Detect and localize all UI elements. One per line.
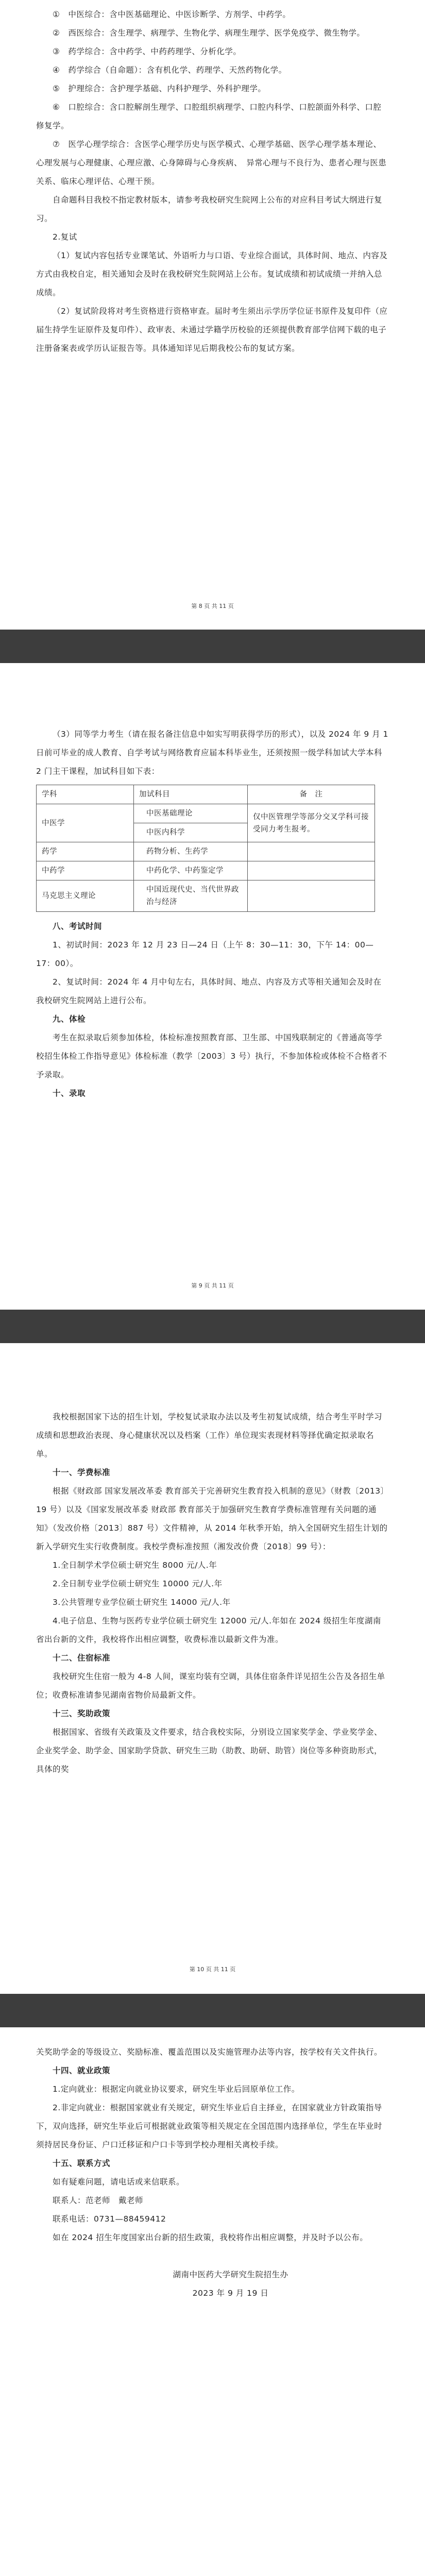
page-8 bbox=[0, 0, 425, 630]
list-item: ⑦ 医学心理学综合：含医学心理学历史与医学模式、心理学基础、医学心理学基本理论、心理发展与心理健康、心理应激、心身障碍与心身疾病、 异常心理与不良行为、患者心理与医患关系、临床心理评估、心理干预。 bbox=[36, 140, 387, 186]
fee-item: 3.公共管理专业学位硕士研究生 14000 元/人.年 bbox=[53, 1598, 231, 1607]
list-item: ⑤ 护理综合：含护理学基础、内科护理学、外科护理学。 bbox=[53, 84, 266, 93]
table-cell: 中药化学、中药鉴定学 bbox=[134, 861, 248, 880]
table-cell bbox=[248, 842, 375, 861]
paragraph: 1.定向就业：根据定向就业协议要求，研究生毕业后回原单位工作。 bbox=[53, 2084, 300, 2094]
paragraph: 我校研究生住宿一般为 4-8 人间，课室均装有空调，具体住宿条件详见招生公告及各招生单位；收费标准请参见湖南省物价局最新文件。 bbox=[36, 1672, 385, 1700]
table-cell: 仅中医管理学等部分交叉学科可接受同力考生报考。 bbox=[248, 804, 375, 842]
table-header-cell: 加试科目 bbox=[134, 785, 248, 804]
section-heading: 十一、学费标准 bbox=[53, 1468, 111, 1477]
page-content bbox=[0, 2027, 425, 2302]
section-heading: 十、录取 bbox=[53, 1089, 86, 1098]
fee-item: 1.全日制学术学位硕士研究生 8000 元/人.年 bbox=[53, 1561, 217, 1570]
page-number: 第 8 页 共 11 页 bbox=[191, 603, 234, 609]
table-row bbox=[37, 842, 375, 861]
table-row bbox=[37, 880, 375, 912]
contact-phone: 联系电话：0731—88459412 bbox=[53, 2214, 166, 2224]
paragraph: 2、复试时间：2024 年 4 月中旬左右，具体时间、地点、内容及方式等相关通知会及时在我校研究生院网站上进行公布。 bbox=[36, 977, 382, 1005]
note-paragraph: 自命题科目我校不指定教材版本，请参考我校研究生院网上公布的对应科目考试大纲进行复习。 bbox=[36, 195, 383, 223]
page-content bbox=[0, 663, 425, 1103]
signature-org: 湖南中医药大学研究生院招生办 bbox=[173, 2270, 288, 2279]
section-heading: 十四、就业政策 bbox=[53, 2066, 111, 2075]
fee-item: 2.全日制专业学位硕士研究生 10000 元/人.年 bbox=[53, 1579, 223, 1588]
table-cell: 中国近现代史、当代世界政治与经济 bbox=[134, 880, 248, 912]
signature-date: 2023 年 9 月 19 日 bbox=[192, 2289, 269, 2298]
page-number: 第 9 页 共 11 页 bbox=[191, 1282, 234, 1289]
section-heading: 十二、住宿标准 bbox=[53, 1653, 111, 1663]
table-cell: 中医学 bbox=[37, 804, 134, 842]
paragraph: （3）同等学力考生（请在报名备注信息中如实写明获得学历的形式），以及 2024 年 9 月 1 日前可毕业的成人教育、自学考试与网络教育应届本科毕业生，还须按照一级学科加试大学本科 2 门主干课程，加试科目如下表： bbox=[36, 730, 388, 776]
table-cell: 中医基础理论 bbox=[134, 804, 248, 823]
subject-table bbox=[36, 785, 375, 912]
fee-item: 4.电子信息、生物与医药专业学位硕士研究生 12000 元/人.年如在 2024 级招生年度湖南省出台新的文件，我校将作出相应调整，收费标准以最新文件为准。 bbox=[36, 1616, 381, 1644]
paragraph: 2.非定向就业：根据国家就业有关规定，研究生毕业后自主择业，在国家就业方针政策指导下，双向选择，研究生毕业后可根据就业政策等相关规定在全国范围内选择单位，学生在毕业时须持居民身份证、户口迁移证和户口卡等到学校办理相关离校手续。 bbox=[36, 2103, 383, 2149]
section-heading: 八、考试时间 bbox=[53, 922, 103, 931]
list-item: ② 西医综合：含生理学、病理学、生物化学、病理生理学、医学免疫学、微生物学。 bbox=[53, 28, 365, 38]
paragraph: 根据国家、省级有关政策及文件要求，结合我校实际，分别设立国家奖学金、学业奖学金、企业奖学金、助学金、国家助学贷款、研究生三助（助教、助研、助管）岗位等多种资助形式，具体的奖 bbox=[36, 1727, 383, 1774]
list-item: ⑥ 口腔综合：含口腔解剖生理学、口腔组织病理学、口腔内科学、口腔颌面外科学、口腔修复学。 bbox=[36, 103, 382, 130]
table-cell: 中医内科学 bbox=[134, 823, 248, 842]
table-cell bbox=[248, 861, 375, 880]
section-heading: 十五、联系方式 bbox=[53, 2159, 111, 2168]
paragraph: （1）复试内容包括专业课笔试、外语听力与口语、专业综合面试，具体时间、地点、内容及方式由我校自定，相关通知会及时在我校研究生院网站上公布。复试成绩和初试成绩一并纳入总成绩。 bbox=[36, 251, 388, 297]
table-row bbox=[37, 804, 375, 823]
page-content bbox=[0, 0, 425, 358]
table-row bbox=[37, 861, 375, 880]
paragraph: 考生在拟录取后须参加体检，体检标准按照教育部、卫生部、中国残联制定的《普通高等学校招生体检工作指导意见》体检标准（教学〔2003〕3 号）执行，不参加体检或体检不合格者不予录取。 bbox=[36, 1033, 387, 1079]
page-content bbox=[0, 1343, 425, 1778]
table-cell: 药学 bbox=[37, 842, 134, 861]
paragraph: 根据《财政部 国家发展改革委 教育部关于完善研究生教育投入机制的意见》（财教〔2013〕19 号）以及《国家发展改革委 财政部 教育部关于加强研究生教育学费标准管理有关问题的通知》（发改价格〔2013〕887 号）文件精神，从 2014 年秋季开始，纳入全国研究生招生计划的新入学研究生实行收费制度。我校学费标准按照（湘发改价费〔2018〕99 号）： bbox=[36, 1486, 389, 1551]
page-9 bbox=[0, 663, 425, 1310]
paragraph: 我校根据国家下达的招生计划，学校复试录取办法以及考生初复试成绩，结合考生平时学习成绩和思想政治表现、身心健康状况以及档案（工作）单位现实表现材料等择优确定拟录取名单。 bbox=[36, 1412, 383, 1459]
section-heading: 2.复试 bbox=[53, 232, 77, 242]
list-item: ③ 药学综合：含中药学、中药药理学、分析化学。 bbox=[53, 47, 242, 56]
table-header-cell: 学科 bbox=[37, 785, 134, 804]
contact-person: 联系人：范老师 戴老师 bbox=[53, 2196, 144, 2205]
list-item: ① 中医综合：含中医基础理论、中医诊断学、方剂学、中药学。 bbox=[53, 10, 291, 19]
page-number: 第 10 页 共 11 页 bbox=[189, 1966, 236, 1973]
page-10 bbox=[0, 1343, 425, 1994]
list-item: ④ 药学综合（自命题）：含有机化学、药理学、天然药物化学。 bbox=[53, 65, 287, 75]
paragraph: 如在 2024 招生年度国家出台新的招生政策，我校将作出相应调整，并及时予以公布。 bbox=[53, 2233, 368, 2242]
table-cell: 中药学 bbox=[37, 861, 134, 880]
section-heading: 九、体检 bbox=[53, 1014, 86, 1024]
table-header-row bbox=[37, 785, 375, 804]
table-cell bbox=[248, 880, 375, 912]
paragraph: 关奖助学金的等级设立、奖励标准、覆盖范围以及实施管理办法等内容，按学校有关文件执行。 bbox=[36, 2047, 383, 2057]
table-header-cell: 备 注 bbox=[248, 785, 375, 804]
section-heading: 十三、奖助政策 bbox=[53, 1709, 111, 1718]
paragraph: （2）复试阶段将对考生资格进行资格审查。届时考生须出示学历学位证书原件及复印件（应届生持学生证原件及复印件）、政审表、未通过学籍学历校验的还须提供教育部学信网下载的电子注册备案表或学历认证报告等。具体通知详见后期我校公布的复试方案。 bbox=[36, 307, 388, 353]
page-11 bbox=[0, 2027, 425, 2576]
paragraph: 1、初试时间：2023 年 12 月 23 日—24 日（上午 8：30—11：30，下午 14：00—17：00）。 bbox=[36, 940, 374, 968]
table-cell: 药物分析、生药学 bbox=[134, 842, 248, 861]
contact-line: 如有疑难问题，请电话或来信联系。 bbox=[53, 2177, 185, 2187]
table-cell: 马克思主义理论 bbox=[37, 880, 134, 912]
